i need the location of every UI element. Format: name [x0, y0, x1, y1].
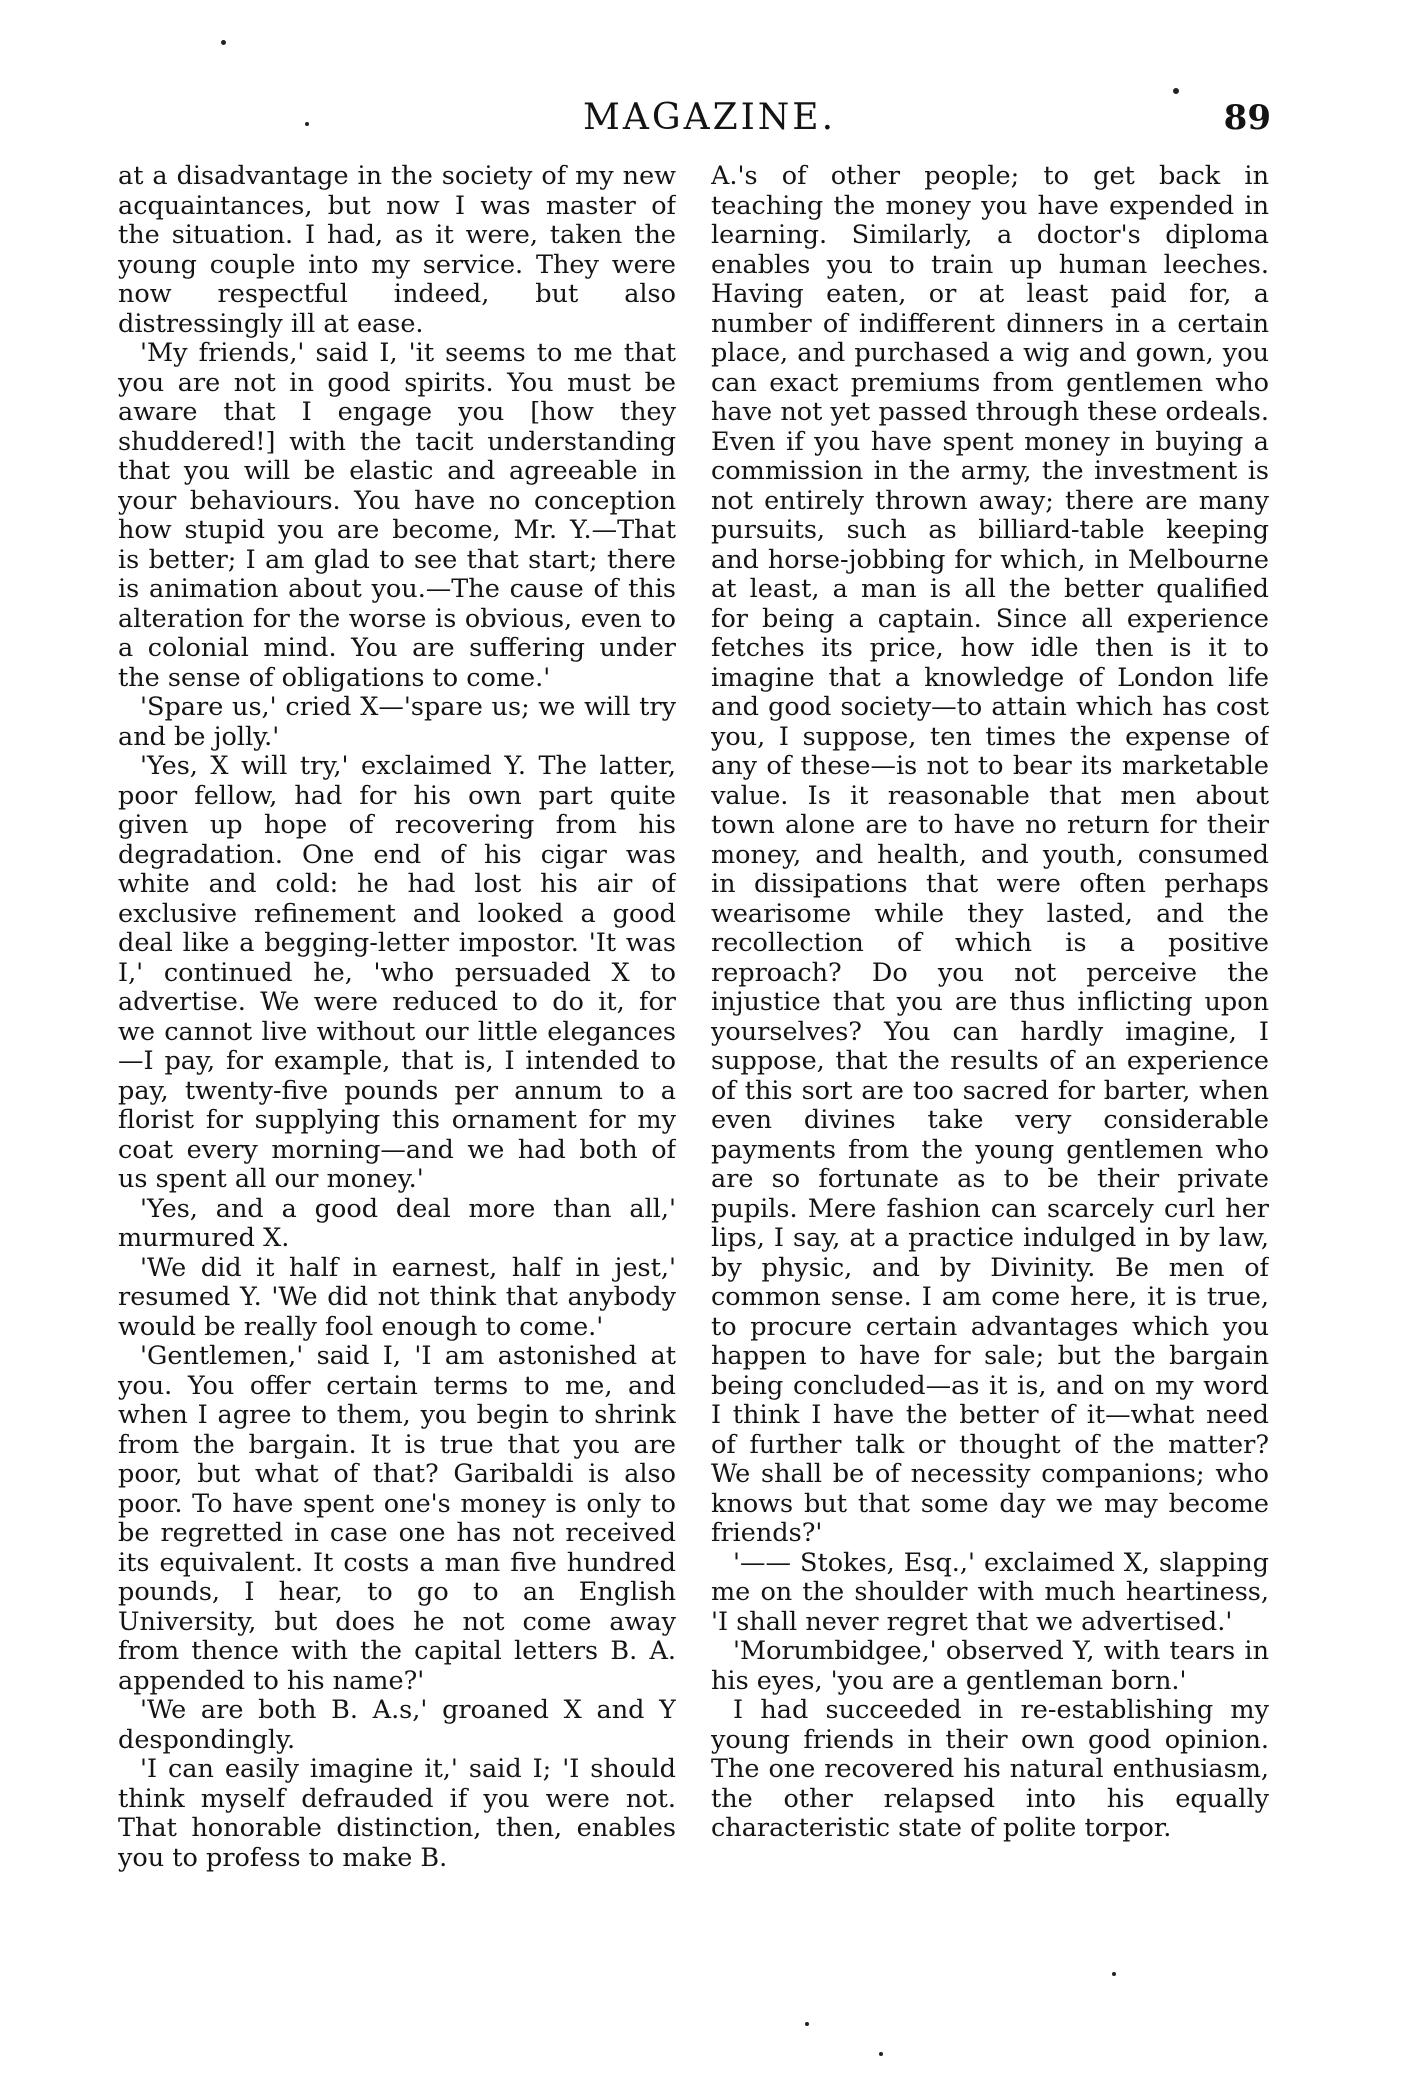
paragraph: 'We did it half in earnest, half in jest,' resumed Y. 'We did not think that anybody would be really fool enough to come.'	[118, 1252, 676, 1342]
paragraph: 'Yes, and a good deal more than all,' murmured X.	[118, 1193, 676, 1253]
left-column	[118, 162, 676, 1967]
paragraph: I had succeeded in re-establishing my young friends in their own good opinion. The one recovered his natural enthusiasm, the other relapsed into his equally characteristic state of polite torpor.	[711, 1695, 1269, 1843]
scan-speck	[221, 40, 226, 45]
scan-speck	[879, 2052, 883, 2056]
scan-speck	[1173, 88, 1179, 94]
paragraph: 'Gentlemen,' said I, 'I am astonished at you. You offer certain terms to me, and when I agree to them, you begin to shrink from the bargain. It is true that you are poor, but what of that? Garibaldi is also poor. To have spent one's money is only to be regretted in case one has not received its equivalent. It costs a man five hundred pounds, I hear, to go to an English University, but does he not come away from thence with the capital letters B. A. appended to his name?'	[118, 1341, 676, 1696]
right-column	[711, 162, 1269, 1967]
paragraph: at a disadvantage in the society of my new acquaintances, but now I was master of the situation. I had, as it were, taken the young couple into my service. They were now respectful indeed, but also distressingly ill at ease.	[118, 162, 676, 339]
running-title: MAGAZINE.	[582, 97, 837, 138]
paragraph: 'I can easily imagine it,' said I; 'I should think myself defrauded if you were not. That honorable distinction, then, enables you to profess to make B.	[118, 1754, 676, 1873]
scan-speck	[1112, 1972, 1116, 1976]
scan-speck	[805, 2022, 809, 2026]
page-number: 89	[1223, 98, 1271, 138]
scan-speck	[305, 122, 309, 126]
paragraph: 'Spare us,' cried X—'spare us; we will try and be jolly.'	[118, 692, 676, 752]
paragraph: '—— Stokes, Esq.,' exclaimed X, slapping me on the shoulder with much heartiness, 'I shall never regret that we advertised.'	[711, 1547, 1269, 1637]
page-header	[0, 96, 1419, 140]
paragraph: A.'s of other people; to get back in teaching the money you have expended in learning. Similarly, a doctor's diploma enables you to train up human leeches. Having eaten, or at least paid for, a number of indifferent dinners in a certain place, and purchased a wig and gown, you can exact premiums from gentlemen who have not yet passed through these ordeals. Even if you have spent money in buying a commission in the army, the investment is not entirely thrown away; there are many pursuits, such as billiard-table keeping and horse-jobbing for which, in Melbourne at least, a man is all the better qualified for being a captain. Since all experience fetches its price, how idle then is it to imagine that a knowledge of London life and good society—to attain which has cost you, I suppose, ten times the expense of any of these—is not to bear its marketable value. Is it reasonable that men about town alone are to have no return for their money, and health, and youth, consumed in dissipations that were often perhaps wearisome while they lasted, and the recollection of which is a positive reproach? Do you not perceive the injustice that you are thus inflicting upon yourselves? You can hardly imagine, I suppose, that the results of an experience of this sort are too sacred for barter, when even divines take very considerable payments from the young gentlemen who are so fortunate as to be their private pupils. Mere fashion can scarcely curl her lips, I say, at a practice indulged in by law, by physic, and by Divinity. Be men of common sense. I am come here, it is true, to procure certain advantages which you happen to have for sale; but the bargain being concluded—as it is, and on my word I think I have the better of it—what need of further talk or thought of the matter? We shall be of necessity companions; who knows but that some day we may become friends?'	[711, 162, 1269, 1548]
paragraph: 'Morumbidgee,' observed Y, with tears in his eyes, 'you are a gentleman born.'	[711, 1636, 1269, 1696]
paragraph: 'We are both B. A.s,' groaned X and Y despondingly.	[118, 1695, 676, 1755]
paragraph: 'Yes, X will try,' exclaimed Y. The latter, poor fellow, had for his own part quite given up hope of recovering from his degradation. One end of his cigar was white and cold: he had lost his air of exclusive refinement and looked a good deal like a begging-letter impostor. 'It was I,' continued he, 'who persuaded X to advertise. We were reduced to do it, for we cannot live without our little elegances—I pay, for example, that is, I intended to pay, twenty-five pounds per annum to a florist for supplying this ornament for my coat every morning—and we had both of us spent all our money.'	[118, 751, 676, 1194]
paragraph: 'My friends,' said I, 'it seems to me that you are not in good spirits. You must be aware that I engage you [how they shuddered!] with the tacit understanding that you will be elastic and agreeable in your behaviours. You have no conception how stupid you are become, Mr. Y.—That is better; I am glad to see that start; there is animation about you.—The cause of this alteration for the worse is obvious, even to a colonial mind. You are suffering under the sense of obligations to come.'	[118, 338, 676, 693]
